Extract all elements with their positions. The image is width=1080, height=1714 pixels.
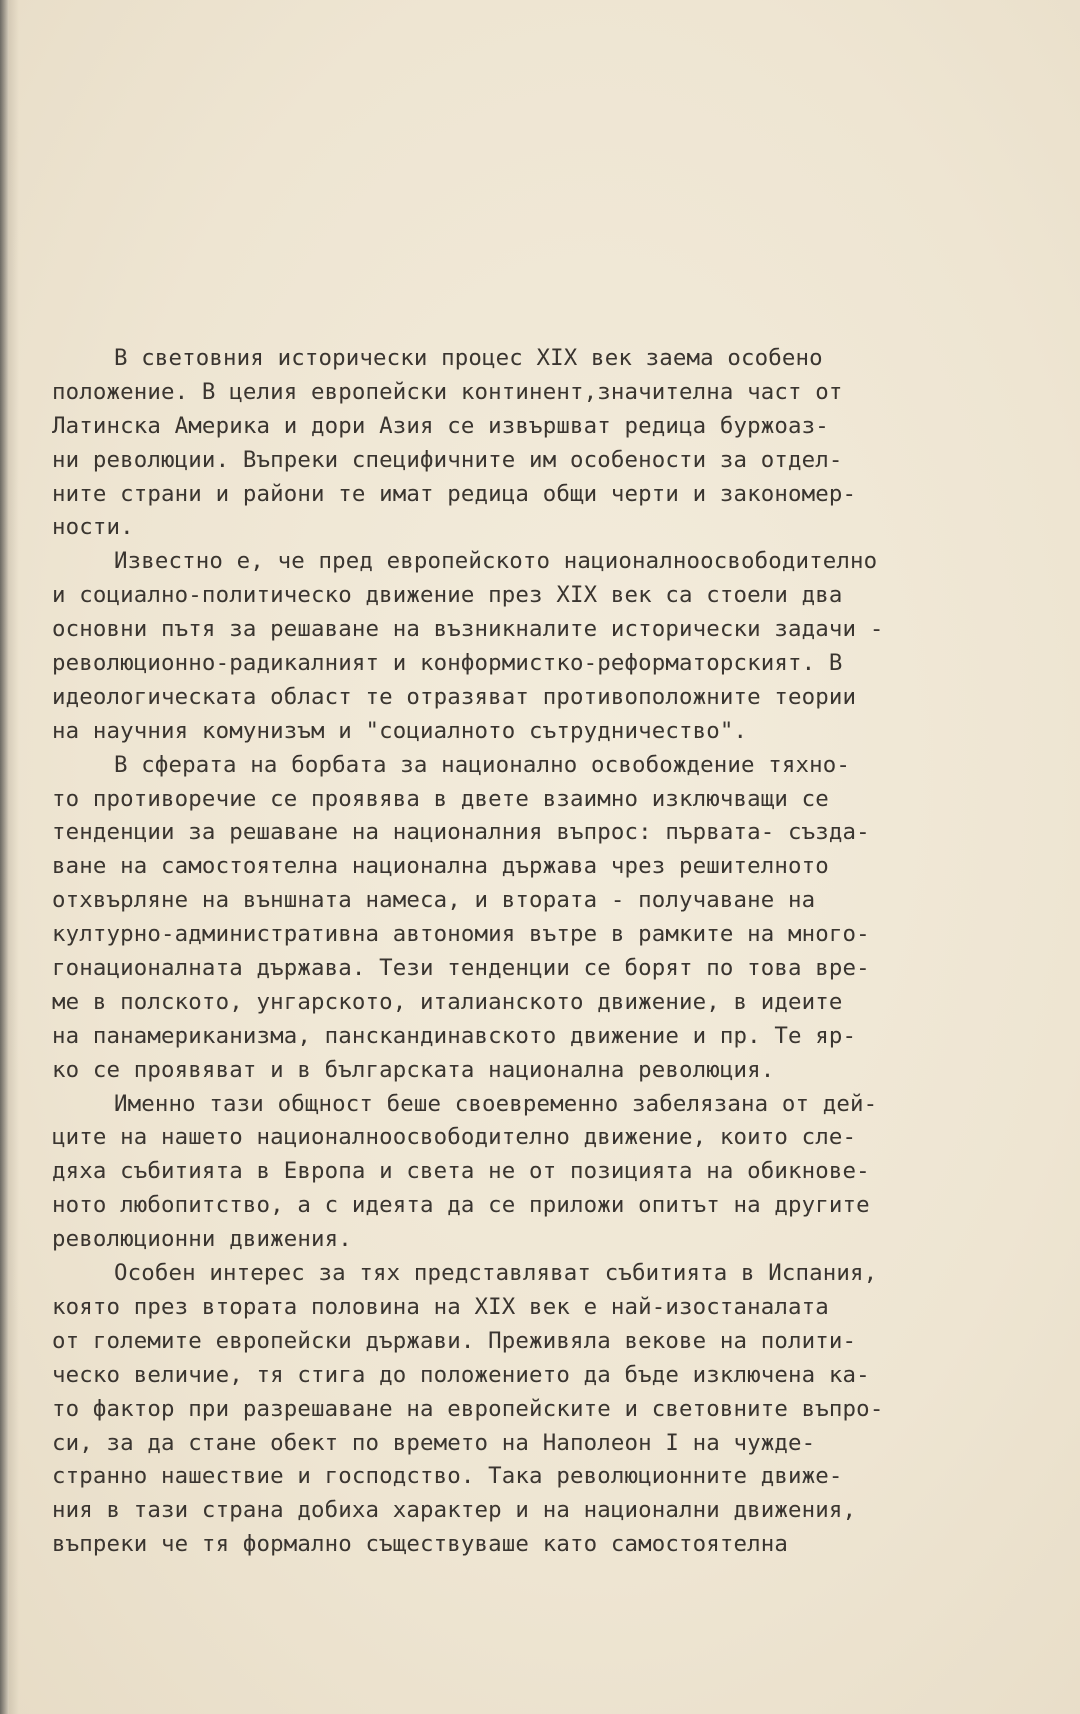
paragraph-5-line-7: странно нашествие и господство. Така революционните движе-: [52, 1463, 843, 1490]
paragraph-4-line-4: ното любопитство, а с идеята да се приложи опитът на другите: [52, 1192, 870, 1219]
paragraph-4-line-5: революционни движения.: [52, 1226, 352, 1253]
paragraph-5-line-5: то фактор при разрешаване на европейските и световните въпро-: [52, 1395, 884, 1422]
paragraph-1-line-4: ни революции. Въпреки специфичните им особености за отдел-: [52, 446, 843, 473]
paragraph-1-line-3: Латинска Америка и дори Азия се извършват редица буржоаз-: [52, 412, 829, 439]
paragraph-5-line-9: въпреки че тя формално съществуваше като самостоятелна: [52, 1531, 789, 1558]
paragraph-3-line-8: ме в полското, унгарското, италианското движение, в идеите: [52, 988, 843, 1015]
paragraph-1-line-1: В световния исторически процес XIX век заема особено: [114, 345, 823, 371]
paragraph-3-line-10: ко се проявяват и в българската национална революция.: [52, 1056, 775, 1083]
paragraph-5-line-3: от големите европейски държави. Преживяла векове на полити-: [52, 1327, 857, 1354]
paragraph-3-line-4: ване на самостоятелна национална държава чрез решителното: [52, 853, 829, 880]
paragraph-4-line-2: ците на нашето националноосвободително движение, които сле-: [52, 1124, 857, 1151]
paragraph-3-line-3: тенденции за решаване на националния въпрос: първата- създа-: [52, 819, 870, 846]
paragraph-4-line-1: Именно тази общност беше своевременно забелязана от дей-: [114, 1090, 878, 1117]
paragraph-1-line-2: положение. В целия европейски континент,значителна част от: [52, 378, 843, 405]
paragraph-3-line-6: културно-административна автономия вътре в рамките на многo-: [52, 921, 870, 948]
paragraph-5-line-8: ния в тази страна добиха характер и на национални движения,: [52, 1497, 857, 1524]
paragraph-3-line-5: отхвърляне на външната намеса, и втората - получаване на: [52, 887, 816, 914]
paragraph-3-line-2: то противоречие се проявява в двете взаимно изключващи се: [52, 785, 829, 812]
paragraph-2-line-5: идеологическата област те отразяват противоположните теории: [52, 683, 857, 710]
paragraph-3-line-1: В сферата на борбата за национално освобождение тяхно-: [114, 751, 851, 778]
paragraph-2-line-3: основни пътя за решаване на възникналите исторически задачи -: [52, 616, 884, 643]
paragraph-1-line-6: ности.: [52, 514, 134, 541]
paragraph-2-line-2: и социално-политическо движение през XIX век са стоели два: [52, 582, 843, 609]
paragraph-5-line-6: си, за да стане обект по времето на Наполеон I на чужде-: [52, 1429, 816, 1456]
paragraph-4-line-3: дяха събитията в Европа и света не от позицията на обикнове-: [52, 1158, 870, 1185]
paragraph-5-line-2: която през втората половина на XIX век е най-изостаналата: [52, 1293, 829, 1320]
paragraph-2-line-6: на научния комунизъм и "социалното сътрудничество".: [52, 717, 748, 744]
binding-shadow: [9, 0, 19, 1714]
paragraph-5-line-4: ческо величие, тя стига до положението да бъде изключена ка-: [52, 1361, 870, 1388]
paragraph-2-line-4: революционно-радикалният и конформистко-реформаторският. В: [52, 650, 843, 677]
body-text: [52, 342, 992, 1562]
paragraph-3-line-9: на панамериканизма, панскандинавското движение и пр. Те яр-: [52, 1022, 857, 1049]
paragraph-2-line-1: Известно е, че пред европейското националноосвободително: [114, 548, 878, 575]
paragraph-1-line-5: ните страни и райони те имат редица общи черти и закономер-: [52, 480, 857, 507]
paragraph-5-line-1: Особен интерес за тях представляват събитията в Испания,: [114, 1260, 878, 1287]
binding-edge: [0, 0, 9, 1714]
paragraph-3-line-7: гонационалната държава. Тези тенденции се борят по това вре-: [52, 955, 870, 982]
